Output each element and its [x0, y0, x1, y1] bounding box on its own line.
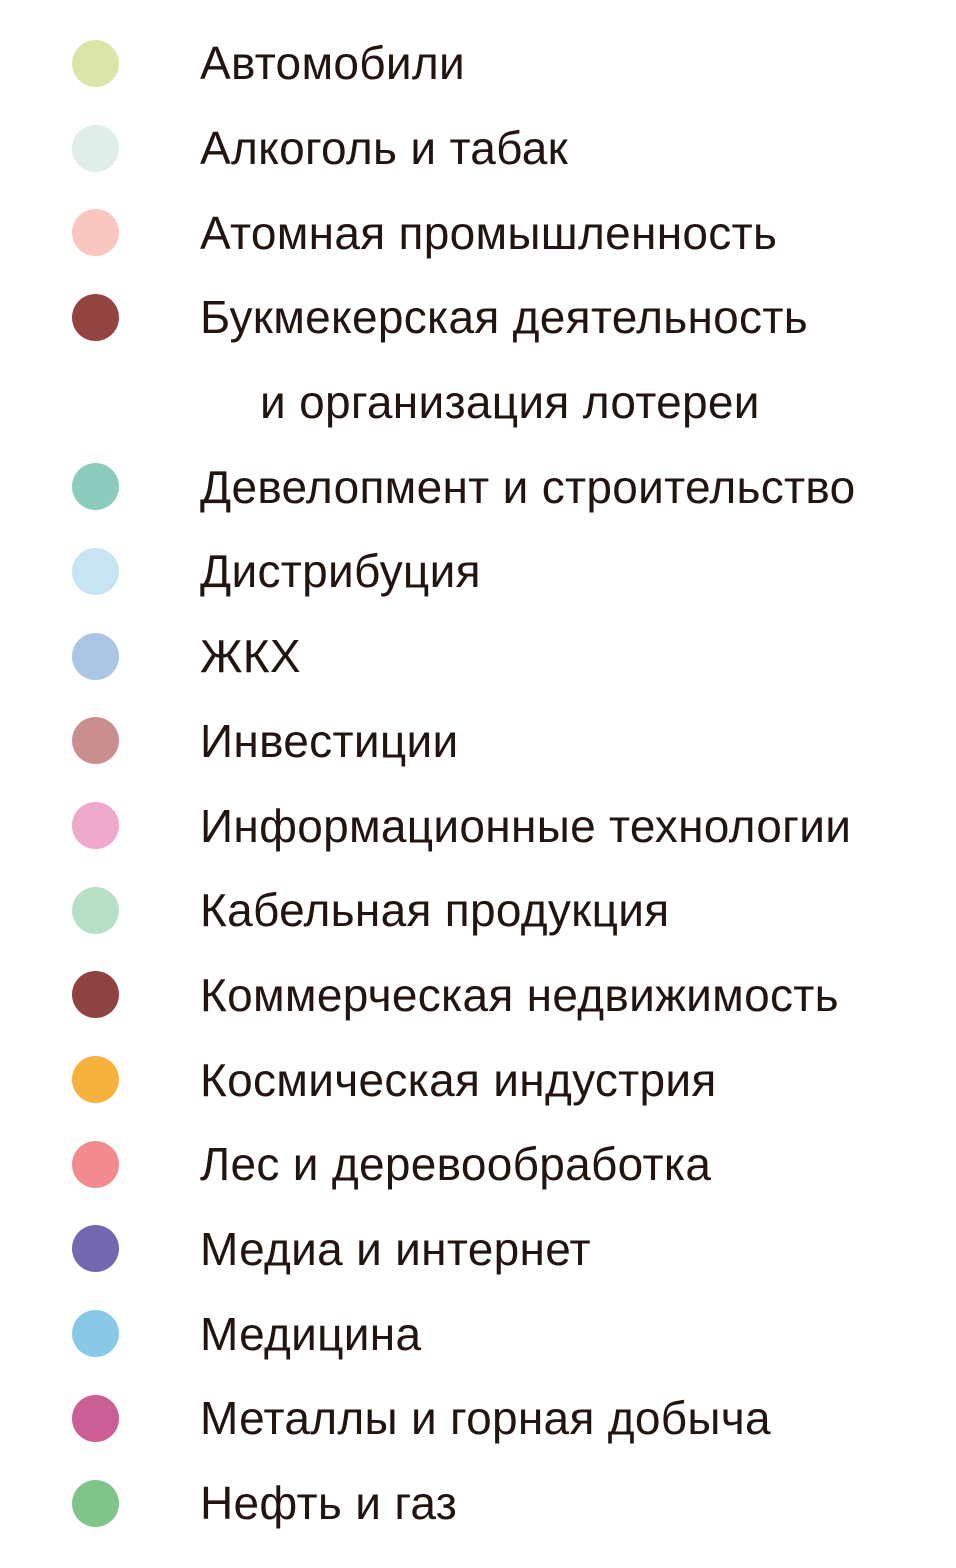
legend-color-dot	[72, 1395, 119, 1442]
legend-item	[0, 868, 956, 953]
legend-color-dot	[72, 802, 119, 849]
legend-color-dot	[72, 125, 119, 172]
legend-item	[0, 1461, 956, 1546]
legend-item-label: Металлы и горная добыча	[200, 1392, 771, 1445]
legend-item	[0, 21, 956, 106]
legend-item	[0, 106, 956, 191]
legend-item	[0, 1376, 956, 1461]
legend-item	[0, 1037, 956, 1122]
legend-item-label: ЖКХ	[200, 630, 301, 683]
legend-item-label: Автомобили	[200, 37, 466, 90]
legend-color-dot	[72, 463, 119, 510]
legend-color-dot	[72, 209, 119, 256]
legend-item	[0, 444, 956, 529]
legend-color-dot	[72, 971, 119, 1018]
legend-color-dot	[72, 1141, 119, 1188]
legend-item	[0, 953, 956, 1038]
legend-item	[0, 275, 956, 360]
legend-item-label: Атомная промышленность	[200, 206, 778, 259]
legend-item-continuation	[0, 360, 956, 445]
legend-item-label: Девелопмент и строительство	[200, 460, 856, 513]
legend-item-label-line2: и организация лотереи	[260, 376, 760, 429]
legend-item-label: Кабельная продукция	[200, 884, 670, 937]
legend-item-label: Дистрибуция	[200, 545, 481, 598]
legend-color-dot	[72, 1480, 119, 1527]
legend-item	[0, 699, 956, 784]
legend-color-dot	[72, 1225, 119, 1272]
legend-item	[0, 783, 956, 868]
legend-item-label: Букмекерская деятельность	[200, 291, 808, 344]
legend-item	[0, 1122, 956, 1207]
legend-item	[0, 1207, 956, 1292]
legend-color-dot	[72, 40, 119, 87]
legend-item	[0, 614, 956, 699]
legend-color-dot	[72, 1310, 119, 1357]
legend-color-dot	[72, 717, 119, 764]
legend-color-dot	[72, 633, 119, 680]
legend-color-dot	[72, 1056, 119, 1103]
legend-item-label: Медицина	[200, 1307, 422, 1360]
legend-item-label: Информационные технологии	[200, 799, 852, 852]
legend-item-label: Инвестиции	[200, 714, 459, 767]
legend-item-label: Медиа и интернет	[200, 1222, 591, 1275]
legend-item-label: Коммерческая недвижимость	[200, 968, 839, 1021]
legend-item-label: Космическая индустрия	[200, 1053, 717, 1106]
legend-item-label: Лес и деревообработка	[200, 1138, 712, 1191]
legend-item	[0, 529, 956, 614]
legend-color-dot	[72, 294, 119, 341]
legend-item-label: Нефть и газ	[200, 1477, 458, 1530]
legend-color-dot	[72, 887, 119, 934]
legend-item-label: Алкоголь и табак	[200, 122, 569, 175]
legend-item	[0, 190, 956, 275]
legend-color-dot	[72, 548, 119, 595]
legend-item	[0, 1291, 956, 1376]
